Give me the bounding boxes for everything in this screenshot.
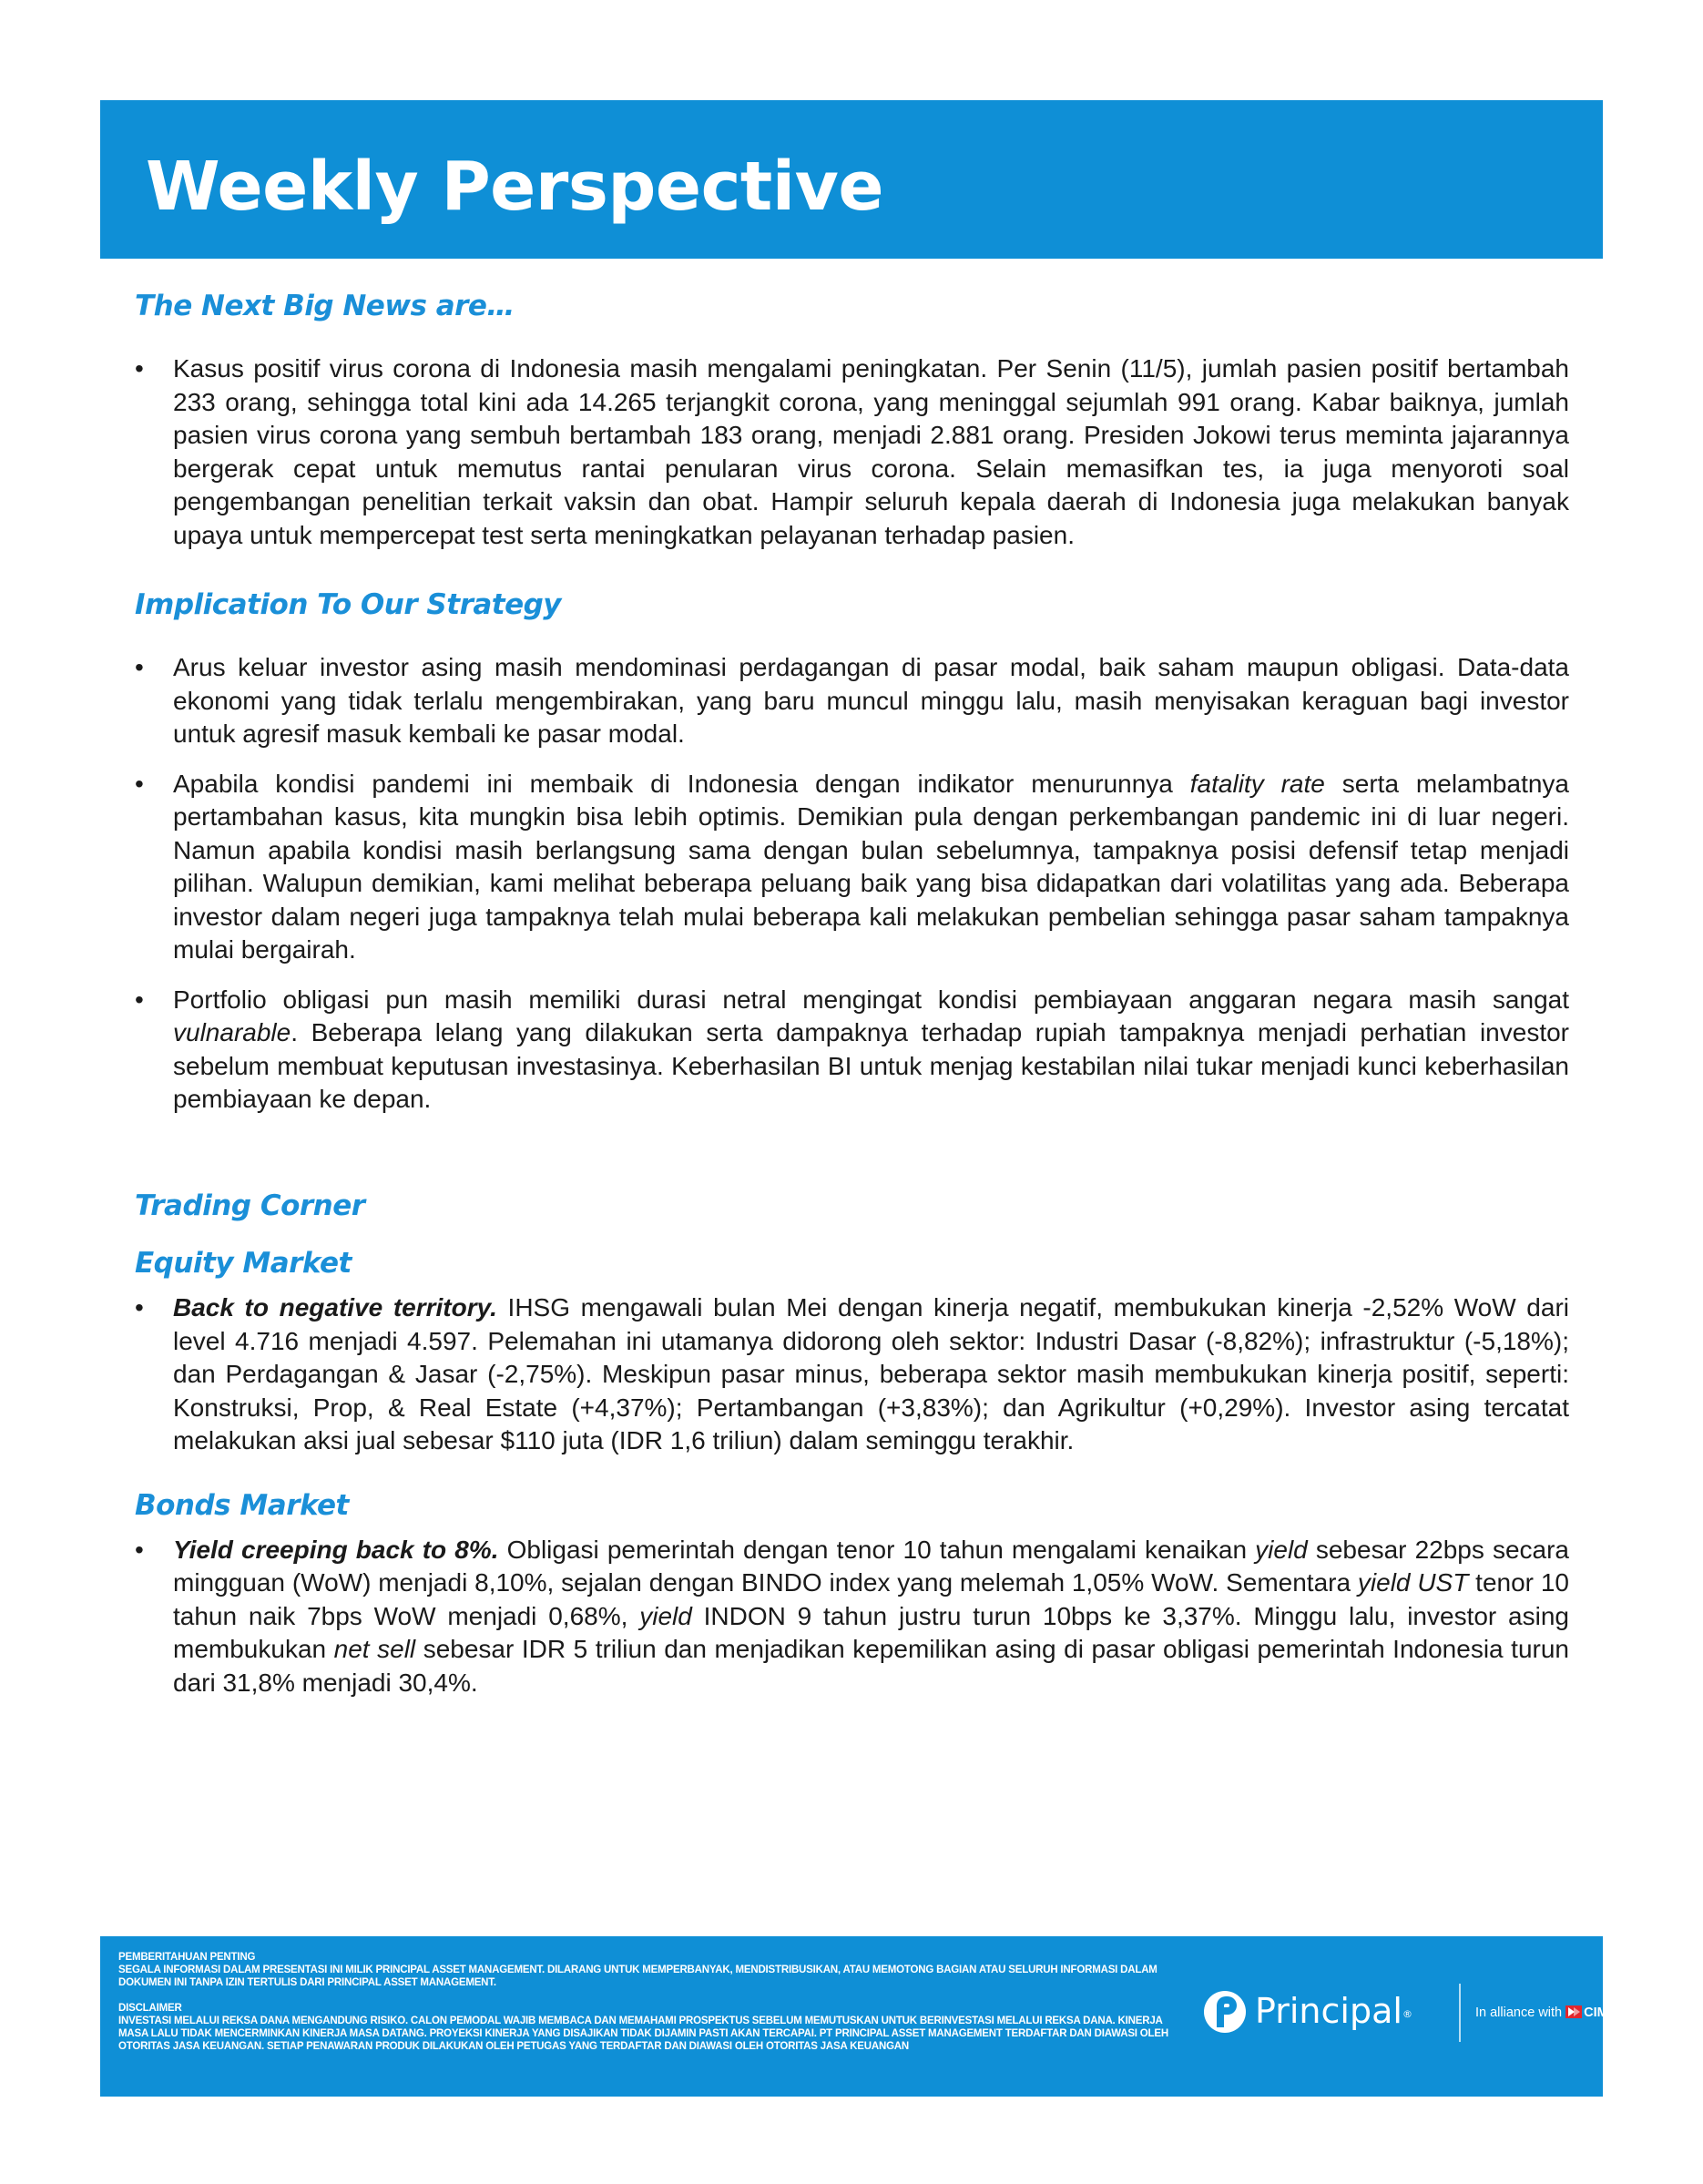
emphasis-text: yield: [639, 1601, 692, 1630]
logo-divider: [1459, 1984, 1461, 2042]
list-item: [135, 1291, 1569, 1458]
footer-disclaimer: [118, 1951, 1184, 2053]
page-title: Weekly Perspective: [146, 148, 884, 226]
notice-title: PEMBERITAHUAN PENTING: [118, 1952, 256, 1963]
logo-text: Principal: [1255, 1991, 1402, 2031]
list-item: [135, 984, 1569, 1117]
emphasis-text: yield UST: [1357, 1568, 1469, 1597]
list-item: [135, 651, 1569, 751]
header-band: [100, 100, 1603, 259]
implication-item-text: serta melambatnya pertambahan kasus, kita mungkin bisa lebih optimis. Demikian pula dengan perkembangan pandemic ini di luar negeri. Namun apabila kondisi masih berlangsung sama dengan bulan sebelumnya, tampaknya posisi defensif tetap menjadi pilihan. Walupun demikian, kami melihat beberapa peluang baik yang bisa didapatkan dari volatilitas yang ada. Beberapa investor dalam negeri juga tampaknya telah mulai beberapa kali melakukan pembelian sehingga pasar saham tampaknya mulai bergairah.: [173, 769, 1570, 964]
alliance-text: In alliance with: [1475, 2005, 1563, 2020]
emphasis-text: yield: [1255, 1535, 1308, 1564]
logo-wordmark: [1255, 1991, 1412, 2031]
brand-logo: [1202, 1984, 1618, 2047]
implication-item-text: . Beberapa lelang yang dilakukan serta dampaknya terhadap rupiah tampaknya menjadi perhatian investor sebelum membuat keputusan investasinya. Keberhasilan BI untuk menjag kestabilan nilai tukar menjadi kunci keberhasilan pembiayaan ke depan.: [173, 1018, 1569, 1114]
emphasis-text: net sell: [333, 1635, 416, 1664]
news-list: [135, 352, 1569, 552]
cimb-logo-icon: [1565, 2005, 1582, 2018]
implication-list: [135, 651, 1569, 1117]
equity-text: IHSG mengawali bulan Mei dengan kinerja negatif, membukukan kinerja -2,52% WoW dari level 4.716 menjadi 4.597. Pelemahan ini utamanya didorong oleh sektor: Industri Dasar (-8,82%); infrastruktur (-5,18%); dan Perdagangan & Jasar (-2,75%). Meskipun pasar minus, beberapa sektor masih membukukan kinerja positif, seperti: Konstruksi, Prop, & Real Estate (+4,37%); Pertambangan (+3,83%); dan Agrikultur (+0,29%). Investor asing tercatat melakukan aksi jual sebesar $110 juta (IDR 1,6 triliun) dalam seminggu terakhir.: [173, 1293, 1569, 1455]
bonds-text: tenor 10 tahun naik 7bps WoW menjadi 0,68%,: [173, 1568, 1569, 1630]
disclaimer-text: INVESTASI MELALUI REKSA DANA MENGANDUNG RISIKO. CALON PEMODAL WAJIB MEMBACA DAN MEMAHAMI PROSPEKTUS SEBELUM MEMUTUSKAN UNTUK BERINVESTASI MELALUI REKSA DANA. KINERJA MASA LALU TIDAK MENCERMINKAN KINERJA MASA DATANG. PROYEKSI KINERJA YANG DISAJIKAN TIDAK DIJAMIN PASTI AKAN TERCAPAI. PT PRINCIPAL ASSET MANAGEMENT TERDAFTAR DAN DIAWASI OLEH OTORITAS JASA KEUANGAN. SETIAP PENAWARAN PRODUK DILAKUKAN OLEH PETUGAS YANG TERDAFTAR DAN DIAWASI OLEH OTORITAS JASA KEUANGAN: [118, 2016, 1168, 2052]
disclaimer-title: DISCLAIMER: [118, 2003, 182, 2014]
spacer: [118, 1989, 1184, 2002]
section-heading-bonds-market: Bonds Market: [135, 1488, 349, 1522]
bullet-icon: •: [135, 1535, 144, 1564]
emphasis-text: vulnarable: [173, 1018, 291, 1047]
bullet-icon: •: [135, 354, 144, 383]
implication-item-text: Arus keluar investor asing masih mendominasi perdagangan di pasar modal, baik saham maupun obligasi. Data-data ekonomi yang tidak terlalu mengembirakan, yang baru muncul minggu lalu, masih menyisakan keraguan bagi investor untuk agresif masuk kembali ke pasar modal.: [173, 653, 1569, 749]
main-content: [135, 290, 1569, 1699]
bonds-text: INDON 9 tahun justru turun 10bps ke 3,37%. Minggu lalu, investor asing membukukan: [173, 1601, 1569, 1664]
bonds-text: sebesar 22bps secara mingguan (WoW) menjadi 8,10%, sejalan dengan BINDO index yang melemah 1,05% WoW. Sementara: [173, 1535, 1570, 1597]
emphasis-text: fatality rate: [1189, 769, 1325, 798]
section-heading-implication: Implication To Our Strategy: [135, 588, 562, 622]
bullet-icon: •: [135, 653, 144, 682]
implication-item-text: Portfolio obligasi pun masih memiliki durasi netral mengingat kondisi pembiayaan anggaran negara masih sangat: [173, 985, 1569, 1014]
equity-lead: Back to negative territory.: [173, 1293, 497, 1322]
equity-list: [135, 1291, 1569, 1458]
news-item-text: Kasus positif virus corona di Indonesia masih mengalami peningkatan. Per Senin (11/5), jumlah pasien positif bertambah 233 orang, sehingga total kini ada 14.265 terjangkit corona, yang meninggal sejumlah 991 orang. Kabar baiknya, jumlah pasien virus corona yang sembuh bertambah 183 orang, menjadi 2.881 orang. Presiden Jokowi terus meminta jajarannya bergerak cepat untuk memutus rantai penularan virus corona. Selain memasifkan tes, ia juga menyoroti soal pengembangan penelitian terkait vaksin dan obat. Hampir seluruh kepala daerah di Indonesia juga melakukan banyak upaya untuk mempercepat test serta meningkatkan pelayanan terhadap pasien.: [173, 354, 1569, 549]
alliance-note: [1475, 2004, 1617, 2022]
list-item: [135, 768, 1569, 967]
bonds-list: [135, 1534, 1569, 1700]
list-item: [135, 352, 1569, 552]
implication-item-text: Apabila kondisi pandemi ini membaik di Indonesia dengan indikator menurunnya: [173, 769, 1190, 798]
notice-text: SEGALA INFORMASI DALAM PRESENTASI INI MILIK PRINCIPAL ASSET MANAGEMENT. DILARANG UNTUK MEMPERBANYAK, MENDISTRIBUSIKAN, ATAU MEMOTONG BAGIAN ATAU SELURUH INFORMASI DALAM DOKUMEN INI TANPA IZIN TERTULIS DARI PRINCIPAL ASSET MANAGEMENT.: [118, 1965, 1157, 1988]
cimb-text: CIMB: [1584, 2005, 1618, 2020]
bullet-icon: •: [135, 769, 144, 798]
footer-band: [100, 1936, 1618, 2097]
section-heading-equity-market: Equity Market: [135, 1247, 352, 1281]
principal-logo-icon: [1202, 1989, 1248, 2035]
section-heading-next-big-news: The Next Big News are…: [135, 290, 515, 322]
section-heading-trading-corner: Trading Corner: [135, 1189, 365, 1222]
bonds-text: sebesar IDR 5 triliun dan menjadikan kepemilikan asing di pasar obligasi pemerintah Indonesia turun dari 31,8% menjadi 30,4%.: [173, 1635, 1569, 1697]
list-item: [135, 1534, 1569, 1700]
bullet-icon: •: [135, 985, 144, 1014]
bullet-icon: •: [135, 1293, 144, 1322]
bonds-text: Obligasi pemerintah dengan tenor 10 tahun mengalami kenaikan: [498, 1535, 1256, 1564]
registered-mark: ®: [1402, 2008, 1412, 2020]
bonds-lead: Yield creeping back to 8%.: [173, 1535, 499, 1564]
